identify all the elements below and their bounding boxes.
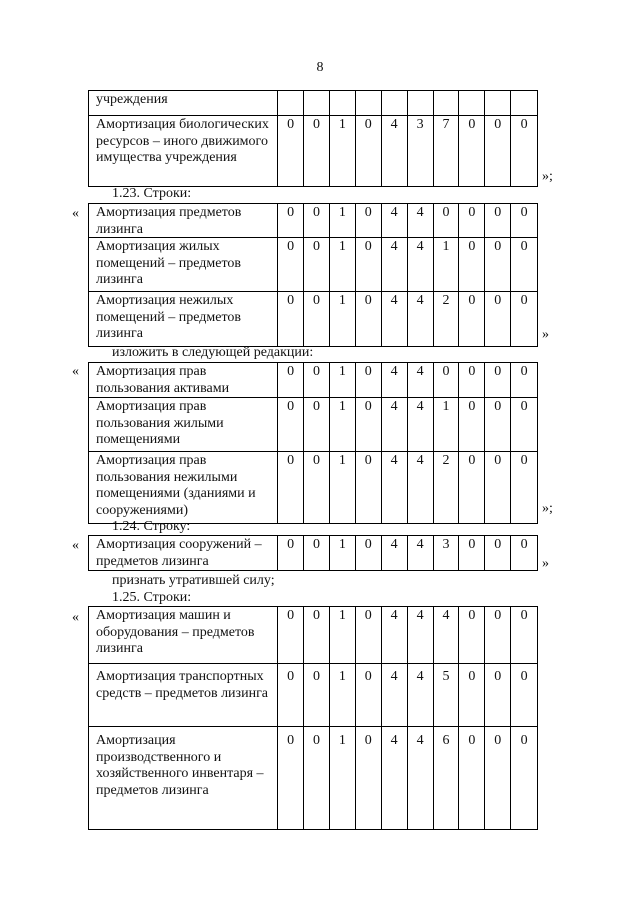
- table-row: [88, 90, 538, 115]
- code-digit: 4: [408, 363, 434, 397]
- closing-quote: »;: [542, 501, 553, 516]
- code-digit: 0: [278, 536, 304, 570]
- code-digit: 0: [356, 452, 382, 523]
- closing-quote: »;: [542, 169, 553, 184]
- code-digit: 0: [304, 116, 330, 186]
- opening-quote: «: [72, 538, 79, 553]
- code-digit: 0: [304, 536, 330, 570]
- code-digit: 0: [459, 607, 485, 663]
- code-digit: 0: [459, 116, 485, 186]
- code-digit: 0: [520, 608, 528, 623]
- opening-quote: «: [72, 364, 79, 379]
- code-digit: 4: [382, 536, 408, 570]
- code-digit: 0: [520, 669, 528, 684]
- code-digit: 0: [520, 537, 528, 552]
- code-digit: 0: [485, 292, 511, 346]
- table-row: [88, 451, 538, 524]
- table-row: [88, 606, 538, 663]
- code-digit: 0: [278, 238, 304, 291]
- row-name: Амортизация предметов лизинга: [89, 204, 278, 237]
- code-digit: 1: [330, 664, 356, 726]
- code-digit: 4: [382, 204, 408, 237]
- code-digit: 0: [278, 664, 304, 726]
- row-name: Амортизация производственного и хозяйственного инвентаря – предметов лизинга: [89, 727, 278, 829]
- code-digit: 0: [356, 727, 382, 829]
- code-digit: [511, 91, 537, 115]
- code-digit: 5: [434, 664, 460, 726]
- code-digit: 0: [356, 238, 382, 291]
- code-digit: 0: [278, 398, 304, 451]
- code-digit: 0: [434, 204, 460, 237]
- code-digit: 4: [408, 204, 434, 237]
- row-name: Амортизация нежилых помещений – предметов лизинга: [89, 292, 278, 346]
- code-digit: 1: [434, 398, 460, 451]
- code-digit: 0: [520, 205, 528, 220]
- closing-quote: »: [542, 556, 549, 571]
- code-digit: 0: [485, 238, 511, 291]
- table-row: [88, 726, 538, 830]
- code-digit: 1: [330, 292, 356, 346]
- code-digit: 0: [459, 727, 485, 829]
- code-digit: 0: [278, 292, 304, 346]
- code-digit: 4: [408, 536, 434, 570]
- code-digit: 0: [304, 607, 330, 663]
- code-digit: [382, 91, 408, 115]
- code-digit: 0: [459, 204, 485, 237]
- code-digit: [485, 91, 511, 115]
- code-digit: 0: [356, 204, 382, 237]
- code-digit: 0: [459, 238, 485, 291]
- code-digit: 0: [304, 292, 330, 346]
- code-digit: 0: [520, 453, 528, 468]
- code-digit: 0: [485, 398, 511, 451]
- table-row: [88, 237, 538, 291]
- table-equipment: [88, 606, 538, 830]
- code-digit: [408, 91, 434, 115]
- code-digit: 2: [434, 292, 460, 346]
- code-digit: 0: [459, 292, 485, 346]
- code-digit: 1: [330, 116, 356, 186]
- code-digit: 0: [278, 363, 304, 397]
- code-digit: 1: [330, 238, 356, 291]
- code-digit: 0: [520, 117, 528, 132]
- row-name: Амортизация прав пользования активами: [89, 363, 278, 397]
- code-digit: 4: [408, 664, 434, 726]
- code-digit: 0: [485, 204, 511, 237]
- row-name: Амортизация машин и оборудования – предметов лизинга: [89, 607, 278, 663]
- code-digit: 0: [278, 727, 304, 829]
- code-digit: 4: [434, 607, 460, 663]
- paragraph-1-24: 1.24. Строку:: [112, 519, 191, 534]
- table-row: [88, 535, 538, 571]
- code-digit: [356, 91, 382, 115]
- opening-quote: «: [72, 610, 79, 625]
- code-digit: [330, 91, 356, 115]
- code-digit: 0: [304, 204, 330, 237]
- code-digit: 0: [434, 363, 460, 397]
- code-digit: 0: [278, 204, 304, 237]
- code-digit: [459, 91, 485, 115]
- table-leasing-old: [88, 203, 538, 347]
- row-name: Амортизация биологических ресурсов – иного движимого имущества учреждения: [89, 116, 278, 186]
- code-digit: 0: [485, 452, 511, 523]
- code-digit: 0: [485, 727, 511, 829]
- row-name: Амортизация прав пользования нежилыми помещениями (зданиями и сооружениями): [89, 452, 278, 523]
- code-digit: 0: [278, 452, 304, 523]
- code-digit: 4: [382, 292, 408, 346]
- code-digit: 0: [485, 607, 511, 663]
- code-digit: 4: [408, 398, 434, 451]
- code-digit: 0: [356, 292, 382, 346]
- paragraph-1-23: 1.23. Строки:: [112, 186, 192, 201]
- closing-quote: »: [542, 327, 549, 342]
- code-digit: 4: [408, 452, 434, 523]
- code-digit: 1: [330, 727, 356, 829]
- code-digit: 4: [408, 607, 434, 663]
- code-digit: 4: [382, 664, 408, 726]
- code-digit: 0: [485, 116, 511, 186]
- code-digit: 4: [408, 727, 434, 829]
- table-row: [88, 663, 538, 726]
- code-digit: 4: [382, 238, 408, 291]
- code-digit: 6: [434, 727, 460, 829]
- code-digit: 0: [459, 363, 485, 397]
- code-digit: 3: [408, 116, 434, 186]
- code-digit: 4: [382, 398, 408, 451]
- code-digit: 1: [330, 452, 356, 523]
- code-digit: [304, 91, 330, 115]
- table-structures: [88, 535, 538, 571]
- code-digit: 0: [356, 664, 382, 726]
- code-digit: 1: [330, 204, 356, 237]
- code-digit: 0: [485, 536, 511, 570]
- code-digit: 0: [278, 607, 304, 663]
- code-digit: 1: [434, 238, 460, 291]
- row-name: Амортизация транспортных средств – предметов лизинга: [89, 664, 278, 726]
- opening-quote: «: [72, 206, 79, 221]
- code-digit: 0: [356, 116, 382, 186]
- code-digit: 0: [520, 293, 528, 308]
- code-digit: [278, 91, 304, 115]
- code-digit: 0: [520, 239, 528, 254]
- code-digit: 4: [382, 116, 408, 186]
- code-digit: [434, 91, 460, 115]
- code-digit: 0: [520, 399, 528, 414]
- row-name: Амортизация сооружений – предметов лизинга: [89, 536, 278, 570]
- code-digit: 0: [304, 727, 330, 829]
- code-digit: 4: [408, 238, 434, 291]
- code-digit: 0: [356, 363, 382, 397]
- code-digit: 0: [485, 664, 511, 726]
- code-digit: 0: [485, 363, 511, 397]
- table-continued: [88, 90, 538, 187]
- code-digit: 0: [304, 664, 330, 726]
- code-digit: 0: [304, 398, 330, 451]
- table-leasing-new: [88, 362, 538, 524]
- code-digit: 0: [459, 452, 485, 523]
- code-digit: 3: [434, 536, 460, 570]
- table-row: [88, 203, 538, 237]
- code-digit: 4: [408, 292, 434, 346]
- code-digit: 4: [382, 607, 408, 663]
- code-digit: 2: [434, 452, 460, 523]
- code-digit: 4: [382, 452, 408, 523]
- code-digit: 1: [330, 398, 356, 451]
- code-digit: 1: [330, 363, 356, 397]
- code-digit: 0: [459, 664, 485, 726]
- row-name: Амортизация прав пользования жилыми помещениями: [89, 398, 278, 451]
- code-digit: 0: [304, 452, 330, 523]
- code-digit: 0: [356, 607, 382, 663]
- code-digit: 4: [382, 363, 408, 397]
- code-digit: 0: [459, 536, 485, 570]
- row-name: учреждения: [89, 91, 278, 115]
- code-digit: 0: [356, 536, 382, 570]
- paragraph-1-25: 1.25. Строки:: [112, 590, 192, 605]
- code-digit: 0: [520, 364, 528, 379]
- code-digit: 0: [459, 398, 485, 451]
- code-digit: 7: [434, 116, 460, 186]
- code-digit: 1: [330, 607, 356, 663]
- row-name: Амортизация жилых помещений – предметов лизинга: [89, 238, 278, 291]
- code-digit: 0: [278, 116, 304, 186]
- table-row: [88, 397, 538, 451]
- code-digit: 0: [304, 363, 330, 397]
- code-digit: 4: [382, 727, 408, 829]
- table-row: [88, 291, 538, 347]
- code-digit: 1: [330, 536, 356, 570]
- page-number: 8: [316, 60, 324, 75]
- table-row: [88, 115, 538, 187]
- code-digit: 0: [356, 398, 382, 451]
- table-row: [88, 362, 538, 397]
- paragraph-void: признать утратившей силу;: [112, 573, 275, 588]
- code-digit: 0: [304, 238, 330, 291]
- code-digit: 0: [520, 733, 528, 748]
- paragraph-edit: изложить в следующей редакции:: [112, 345, 314, 360]
